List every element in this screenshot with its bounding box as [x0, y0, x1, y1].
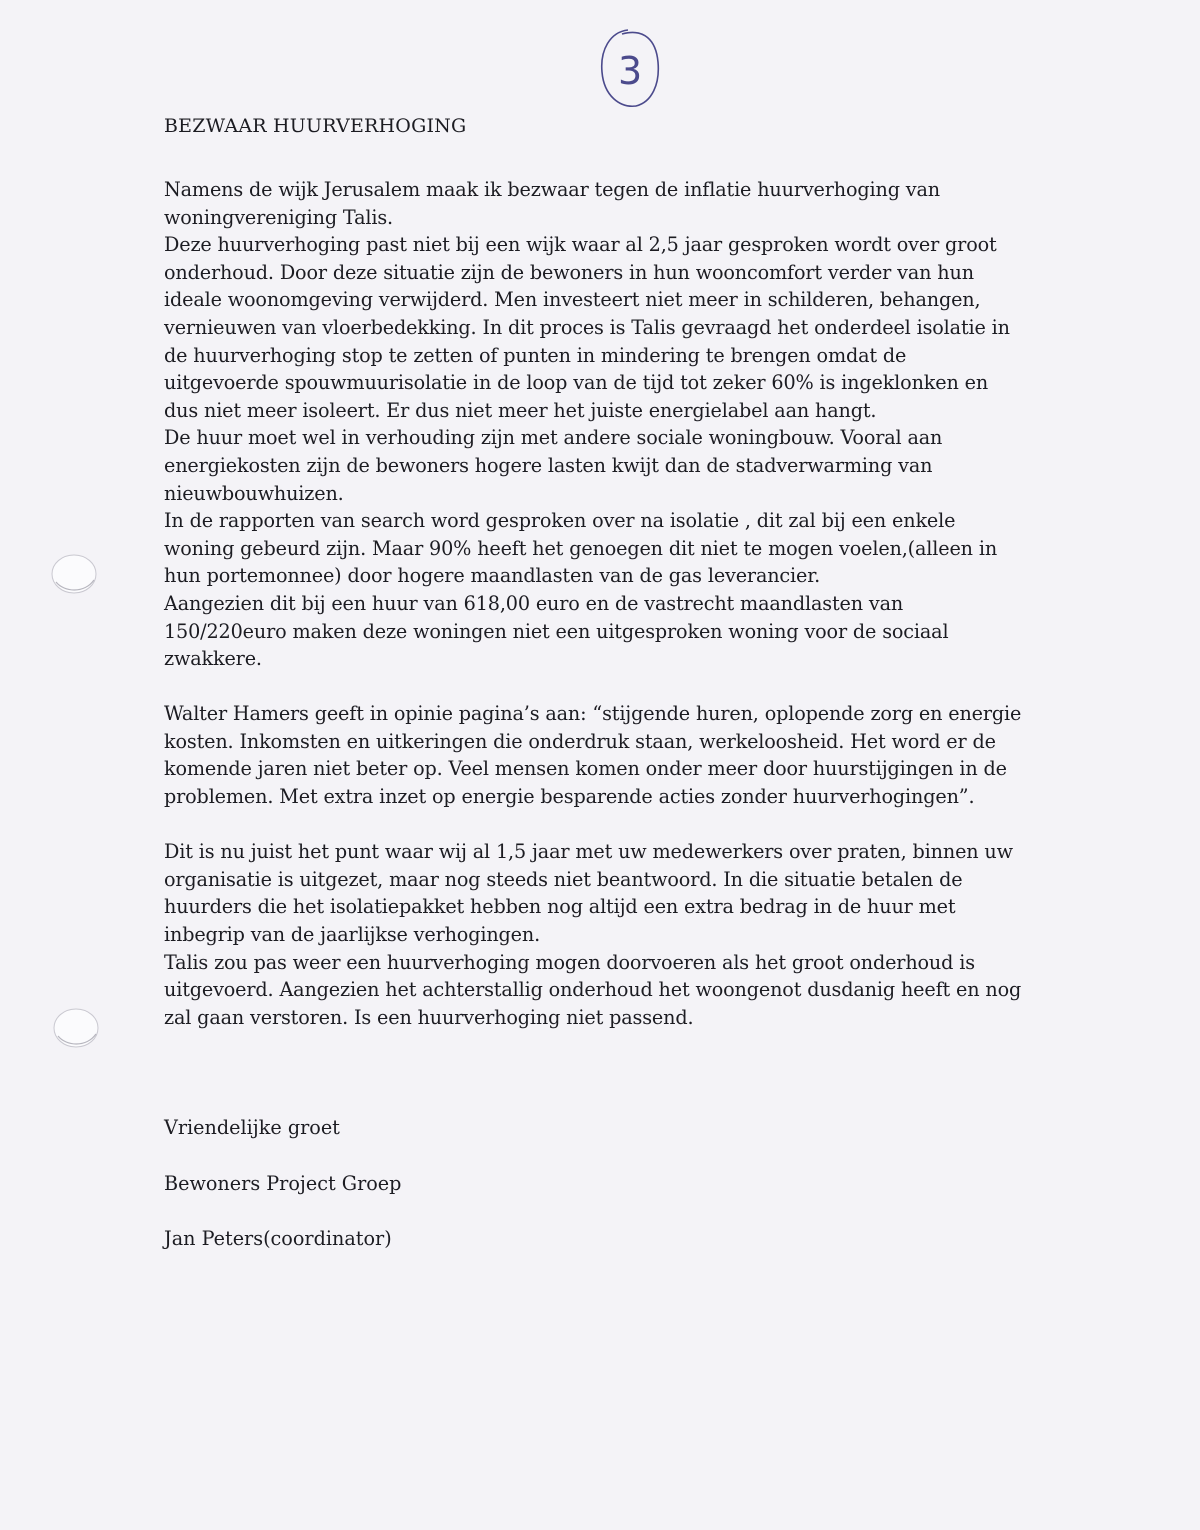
text-line: huurders die het isolatiepakket hebben nog altijd een extra bedrag in de huur met: [164, 895, 956, 919]
text-line: zwakkere.: [164, 647, 262, 671]
text-line: komende jaren niet beter op. Veel mensen komen onder meer door huurstijgingen in de: [164, 757, 1007, 781]
text-line: woningvereniging Talis.: [164, 205, 394, 229]
closing-signatory: Jan Peters(coordinator): [164, 1227, 392, 1251]
letter-closing: [164, 1114, 1064, 1253]
text-line: vernieuwen van vloerbedekking. In dit proces is Talis gevraagd het onderdeel isolatie in: [164, 315, 1010, 339]
paragraph-3: [164, 838, 1064, 1031]
text-line: zal gaan verstoren. Is een huurverhoging niet passend.: [164, 1005, 694, 1029]
text-line: uitgevoerde spouwmuurisolatie in de loop van de tijd tot zeker 60% is ingeklonken en: [164, 371, 989, 395]
paragraph-gap: [164, 1087, 1064, 1115]
text-line: 150/220euro maken deze woningen niet een uitgesproken woning voor de sociaal: [164, 619, 949, 643]
paragraph-1: [164, 176, 1064, 673]
text-line: organisatie is uitgezet, maar nog steeds niet beantwoord. In die situatie betalen de: [164, 867, 963, 891]
text-line: ideale woonomgeving verwijderd. Men investeert niet meer in schilderen, behangen,: [164, 288, 981, 312]
text-line: Aangezien dit bij een huur van 618,00 euro en de vastrecht maandlasten van: [164, 591, 904, 615]
text-line: Dit is nu juist het punt waar wij al 1,5 jaar met uw medewerkers over praten, binnen uw: [164, 840, 1013, 864]
text-line: energiekosten zijn de bewoners hogere lasten kwijt dan de stadverwarming van: [164, 453, 933, 477]
text-line: Talis zou pas weer een huurverhoging mogen doorvoeren als het groot onderhoud is: [164, 950, 975, 974]
letter-title: BEZWAAR HUURVERHOGING: [164, 115, 467, 137]
paragraph-gap: [164, 673, 1064, 701]
text-line: kosten. Inkomsten en uitkeringen die onderdruk staan, werkeloosheid. Het word er de: [164, 729, 996, 753]
handwritten-page-number: [598, 26, 662, 110]
text-line: De huur moet wel in verhouding zijn met andere sociale woningbouw. Vooral aan: [164, 426, 943, 450]
text-line: inbegrip van de jaarlijkse verhogingen.: [164, 923, 541, 947]
text-line: nieuwbouwhuizen.: [164, 481, 344, 505]
text-line: woning gebeurd zijn. Maar 90% heeft het genoegen dit niet te mogen voelen,(alleen in: [164, 536, 998, 560]
closing-greeting: Vriendelijke groet: [164, 1116, 340, 1140]
text-line: In de rapporten van search word gesproken over na isolatie , dit zal bij een enkele: [164, 509, 956, 533]
paragraph-gap: [164, 1031, 1064, 1059]
text-line: uitgevoerd. Aangezien het achterstallig onderhoud het woongenot dusdanig heeft en nog: [164, 978, 1022, 1002]
letter-body: [164, 176, 1064, 1114]
page-number-digit: 3: [618, 49, 643, 93]
text-line: Namens de wijk Jerusalem maak ik bezwaar tegen de inflatie huurverhoging van: [164, 178, 940, 201]
letter-content: [164, 112, 1064, 1281]
paragraph-gap: [164, 1059, 1064, 1087]
text-line: hun portemonnee) door hogere maandlasten van de gas leverancier.: [164, 564, 821, 588]
text-line: problemen. Met extra inzet op energie besparende acties zonder huurverhogingen”.: [164, 785, 975, 809]
punch-hole-mark: [50, 552, 98, 596]
text-line: Deze huurverhoging past niet bij een wijk waar al 2,5 jaar gesproken wordt over groot: [164, 233, 997, 257]
text-line: onderhoud. Door deze situatie zijn de bewoners in hun wooncomfort verder van hun: [164, 260, 974, 284]
closing-organization: Bewoners Project Groep: [164, 1171, 402, 1195]
text-line: de huurverhoging stop te zetten of punten in mindering te brengen omdat de: [164, 343, 907, 367]
punch-hole-mark: [52, 1006, 100, 1050]
text-line: Walter Hamers geeft in opinie pagina’s aan: “stijgende huren, oplopende zorg en energie: [164, 702, 1022, 726]
paragraph-gap: [164, 811, 1064, 839]
circled-number-mark: [598, 26, 662, 110]
text-line: dus niet meer isoleert. Er dus niet meer het juiste energielabel aan hangt.: [164, 398, 877, 422]
paragraph-2: [164, 700, 1064, 810]
